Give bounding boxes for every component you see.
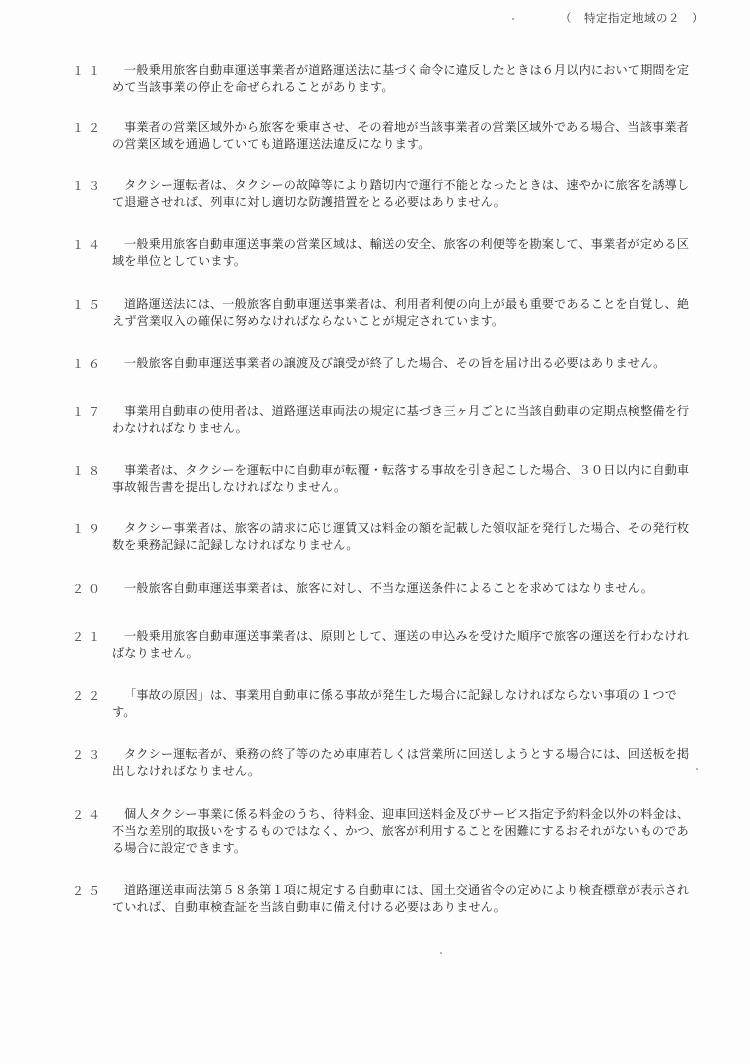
question-number: １６ [72, 357, 105, 371]
question-number: １１ [72, 64, 105, 78]
question-number: ２１ [72, 630, 105, 644]
question-number: １８ [72, 464, 105, 478]
question-number: １２ [72, 121, 105, 135]
question-text: タクシー運転者が、乗務の終了等のため車庫若しくは営業所に回送しようとする場合には、回送板を掲出しなければなりません。 [112, 747, 690, 778]
scan-speck [440, 952, 442, 954]
question-text: 道路運送法には、一般旅客自動車運送事業者は、利用者利便の向上が最も重要であることを自覚し、絶えず営業収入の確保に努めなければならないことが規定されています。 [112, 297, 690, 328]
section-tag: （ 特定指定地域の２ ） [560, 11, 704, 25]
question-text: 一般旅客自動車運送事業者の譲渡及び譲受が終了した場合、その旨を届け出る必要はありません。 [124, 356, 666, 370]
question-text: 事業者の営業区域外から旅客を乗車させ、その着地が当該事業者の営業区域外である場合、当該事業者の営業区域を通過していても道路運送法違反になります。 [112, 120, 689, 151]
question-text: 事業用自動車の使用者は、道路運送車両法の規定に基づき三ヶ月ごとに当該自動車の定期点検整備を行わなければなりません。 [112, 404, 690, 435]
question-number: １３ [72, 179, 105, 193]
question-number: １９ [72, 522, 105, 536]
question-number: ２５ [72, 884, 105, 898]
question-text: タクシー運転者は、タクシーの故障等により踏切内で運行不能となったときは、速やかに旅客を誘導して退避させれば、列車に対し適切な防護措置をとる必要はありません。 [112, 178, 690, 209]
question-text: 一般乗用旅客自動車運送事業者が道路運送法に基づく命令に違反したときは６月以内において期間を定めて当該事業の停止を命ぜられることがあります。 [112, 63, 690, 94]
question-text: 個人タクシー事業に係る料金のうち、待料金、迎車回送料金及びサービス指定予約料金以外の料金は、不当な差別的取扱いをするものではなく、かつ、旅客が利用することを困難にするおそれがないものである場合に設定できます。 [112, 807, 690, 855]
question-text: 道路運送車両法第５８条第１項に規定する自動車には、国土交通省令の定めにより検査標章が表示されていれば、自動車検査証を当該自動車に備え付ける必要はありません。 [112, 883, 690, 914]
scan-speck [696, 768, 698, 770]
question-number: ２０ [72, 582, 105, 596]
question-number: ２２ [72, 689, 105, 703]
question-number: １４ [72, 238, 105, 252]
question-number: １７ [72, 405, 105, 419]
question-text: 一般乗用旅客自動車運送事業の営業区域は、輸送の安全、旅客の利便等を勘案して、事業者が定める区域を単位としています。 [112, 237, 689, 268]
question-number: ２３ [72, 748, 105, 762]
question-text: 一般旅客自動車運送事業者は、旅客に対し、不当な運送条件によることを求めてはなりません。 [124, 581, 654, 595]
scan-speck [512, 18, 514, 20]
question-number: １５ [72, 298, 105, 312]
question-text: 一般乗用旅客自動車運送事業者は、原則として、運送の申込みを受けた順序で旅客の運送を行わなければなりません。 [112, 629, 689, 660]
question-text: 事業者は、タクシーを運転中に自動車が転覆・転落する事故を引き起こした場合、３０日以内に自動車事故報告書を提出しなければなりません。 [112, 463, 690, 494]
question-text: 「事故の原因」は、事業用自動車に係る事故が発生した場合に記録しなければならない事項の１つです。 [112, 688, 677, 719]
question-number: ２４ [72, 808, 105, 822]
question-text: タクシー事業者は、旅客の請求に応じ運賃又は料金の額を記載した領収証を発行した場合、その発行枚数を乗務記録に記録しなければなりません。 [112, 521, 690, 552]
